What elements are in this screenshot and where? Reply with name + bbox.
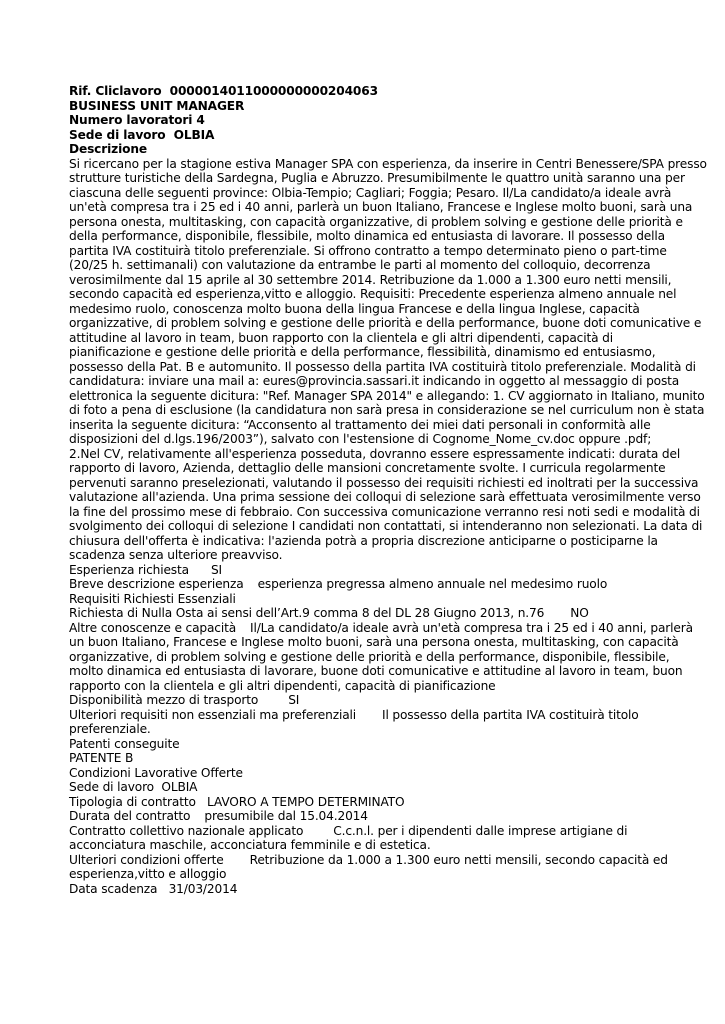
description-line: Si ricercano per la stagione estiva Manager SPA con esperienza, da inserire in Centri Benessere/SPA presso [69,156,707,171]
altre-line: rapporto con la clientela e gli altri dipendenti, capacità di pianificazione [69,678,496,693]
breve-line [69,577,671,592]
description-line: inserita la seguente dicitura: “Acconsento al trattamento dei miei dati personali in conformità alle [69,417,651,432]
description-line: organizzative, di problem solving e gestione delle priorità e della performance, buone doti comunicative e [69,316,702,330]
tipologia-line [69,795,671,810]
altre-line: molto dinamica ed entusiasta di lavorare, buone doti comunicative e attitudine al lavoro in team, buon [69,664,683,678]
esperienza-label: Esperienza richiesta [69,562,189,577]
description-line: pianificazione e gestione delle priorità e della performance, flessibilità, dinamismo ed entusiasmo, [69,345,656,359]
job-title: BUSINESS UNIT MANAGER [69,98,245,113]
numero-value: 4 [196,113,205,127]
patenti-value: PATENTE B [69,751,134,765]
description-block [69,156,707,563]
ulteriori-cond-value: Retribuzione da 1.000 a 1.300 euro netti mensili, secondo capacità ed [249,852,668,867]
altre-value: Il/La candidato/a ideale avrà un'età compresa tra i 25 ed i 40 anni, parlerà [250,620,693,635]
ulteriori-req-value-cont: preferenziale. [69,722,151,736]
rif-value: 0000014011000000000204063 [169,84,378,98]
descrizione-label: Descrizione [69,142,147,156]
ccnl-value: C.c.n.l. per i dipendenti dalle imprese artigiane di [333,823,628,838]
nulla-osta-value: NO [570,606,589,620]
description-line: attitudine al lavoro in team, buon rapporto con la clientela e gli altri dipendenti, capacità di [69,330,613,345]
sede-label: Sede di lavoro [69,127,166,142]
description-line: la fine del prossimo mese di febbraio. Con successiva comunicazione verranno resi noti sedi e modalità di [69,504,700,519]
description-line: ciascuna delle seguenti province: Olbia-Tempio; Cagliari; Foggia; Pesaro. Il/La candidato/a ideale avrà [69,185,672,200]
nulla-osta-label: Richiesta di Nulla Osta ai sensi dell’Art.9 comma 8 del DL 28 Giugno 2013, n.76 [69,606,545,620]
description-line: (20/25 h. settimanali) con valutazione da entrambe le parti al momento del colloquio, decorrenza [69,258,651,272]
disponibilita-label: Disponibilità mezzo di trasporto [69,693,259,707]
ulteriori-cond-label: Ulteriori condizioni offerte [69,852,224,867]
ccnl-value-cont: acconciatura maschile, acconciatura femminile e di estetica. [69,838,431,852]
tipologia-label: Tipologia di contratto [69,794,196,809]
description-line: valutazione all'azienda. Una prima sessione dei colloqui di selezione sarà effettuata verosimilmente verso [69,490,701,504]
durata-line [69,809,671,824]
description-line: medesimo ruolo, conoscenza molto buona della lingua Francese e della lingua Inglese, capacità [69,301,640,316]
condizioni-label: Condizioni Lavorative Offerte [69,765,243,780]
description-line: verosimilmente dal 15 aprile al 30 settembre 2014. Retribuzione da 1.000 a 1.300 euro netti mensili, [69,272,672,287]
numero-label: Numero lavoratori [69,113,193,127]
description-line: elettronica la seguente dicitura: "Ref. Manager SPA 2014" e allegando: 1. CV aggiornato in Italiano, munito [69,388,705,403]
requisiti-label: Requisiti Richiesti Essenziali [69,591,236,606]
nulla-osta-line [69,606,671,621]
tipologia-value: LAVORO A TEMPO DETERMINATO [207,794,405,809]
altre-label: Altre conoscenze e capacità [69,620,237,635]
ccnl-label: Contratto collettivo nazionale applicato [69,823,304,838]
breve-value: esperienza pregressa almeno annuale nel medesimo ruolo [257,577,608,591]
ulteriori-cond-value-cont: esperienza,vitto e alloggio [69,867,227,881]
description-line: svolgimento dei colloqui di selezione I candidati non contattati, si intenderanno non selezionati. La data di [69,519,703,533]
ccnl-line [69,824,671,839]
description-line: strutture turistiche della Sardegna, Puglia e Abruzzo. Presumibilmente le quattro unità saranno una per [69,171,685,185]
sede-line [69,128,671,143]
description-line: secondo capacità ed esperienza,vitto e alloggio. Requisiti: Precedente esperienza almeno annuale nel [69,287,677,301]
altre-line [69,620,693,636]
description-line: rapporto di lavoro, Azienda, dettaglio delle mansioni concretamente svolte. I curricula regolarmente [69,461,666,475]
scadenza-label: Data scadenza [69,881,158,896]
sede2-value: OLBIA [161,780,198,794]
disponibilita-value: SI [288,693,300,707]
description-line: della performance, disponibile, flessibile, molto dinamica ed entusiasta di lavorare. Il possesso della [69,229,665,243]
sede2-label: Sede di lavoro [69,780,154,794]
ulteriori-cond-line [69,853,671,868]
description-line: scadenza senza ulteriore preavviso. [69,548,283,562]
altre-line: organizzative, di problem solving e gestione delle priorità e della performance, disponibile, flessibile, [69,649,670,664]
ulteriori-req-line [69,708,671,723]
description-line: candidatura: inviare una mail a: eures@provincia.sassari.it indicando in oggetto al messaggio di posta [69,374,680,388]
numero-line [69,113,671,128]
rif-line [69,84,671,99]
description-line: un'età compresa tra i 25 ed i 40 anni, parlerà un buon Italiano, Francese e Inglese molto buoni, sarà una [69,200,693,214]
durata-label: Durata del contratto [69,809,191,823]
sede-value: OLBIA [173,127,215,142]
description-line: partita IVA costituirà titolo preferenziale. Si offrono contratto a tempo determinato pieno o part-time [69,243,667,258]
esperienza-value: SI [210,562,222,577]
description-line: di foto a pena di esclusione (la candidatura non sarà presa in considerazione se nel curriculum non è stata [69,403,705,417]
disponibilita-line [69,693,671,708]
description-line: persona onesta, multitasking, con capacità organizzative, di problem solving e gestione delle priorità e [69,214,683,229]
description-line: disposizioni del d.lgs.196/2003”), salvato con l'estensione di Cognome_Nome_cv.doc oppure .pdf; [69,432,652,446]
durata-value: presumibile dal 15.04.2014 [204,809,368,823]
description-line: 2.Nel CV, relativamente all'esperienza posseduta, dovranno essere espressamente indicati: durata del [69,446,681,461]
esperienza-line [69,563,671,578]
sede2-line [69,780,671,795]
scadenza-line [69,882,671,897]
patenti-label: Patenti conseguite [69,736,180,751]
breve-label: Breve descrizione esperienza [69,577,244,591]
rif-label: Rif. Cliclavoro [69,84,162,98]
ulteriori-req-label: Ulteriori requisiti non essenziali ma preferenziali [69,707,356,722]
description-line: pervenuti saranno preselezionati, valutando il possesso dei requisiti richiesti ed inoltrati per la successiva [69,475,699,490]
altre-line: un buon Italiano, Francese e Inglese molto buoni, sarà una persona onesta, multitasking, con capacità [69,635,679,649]
description-line: possesso della Pat. B e automunito. Il possesso della partita IVA costituirà titolo preferenziale. Modalità di [69,359,696,374]
ulteriori-req-value: Il possesso della partita IVA costituirà titolo [382,707,639,722]
scadenza-value: 31/03/2014 [168,881,238,896]
description-line: chiusura dell'offerta è indicativa: l'azienda potrà a propria discrezione anticiparne o posticiparne la [69,533,658,548]
